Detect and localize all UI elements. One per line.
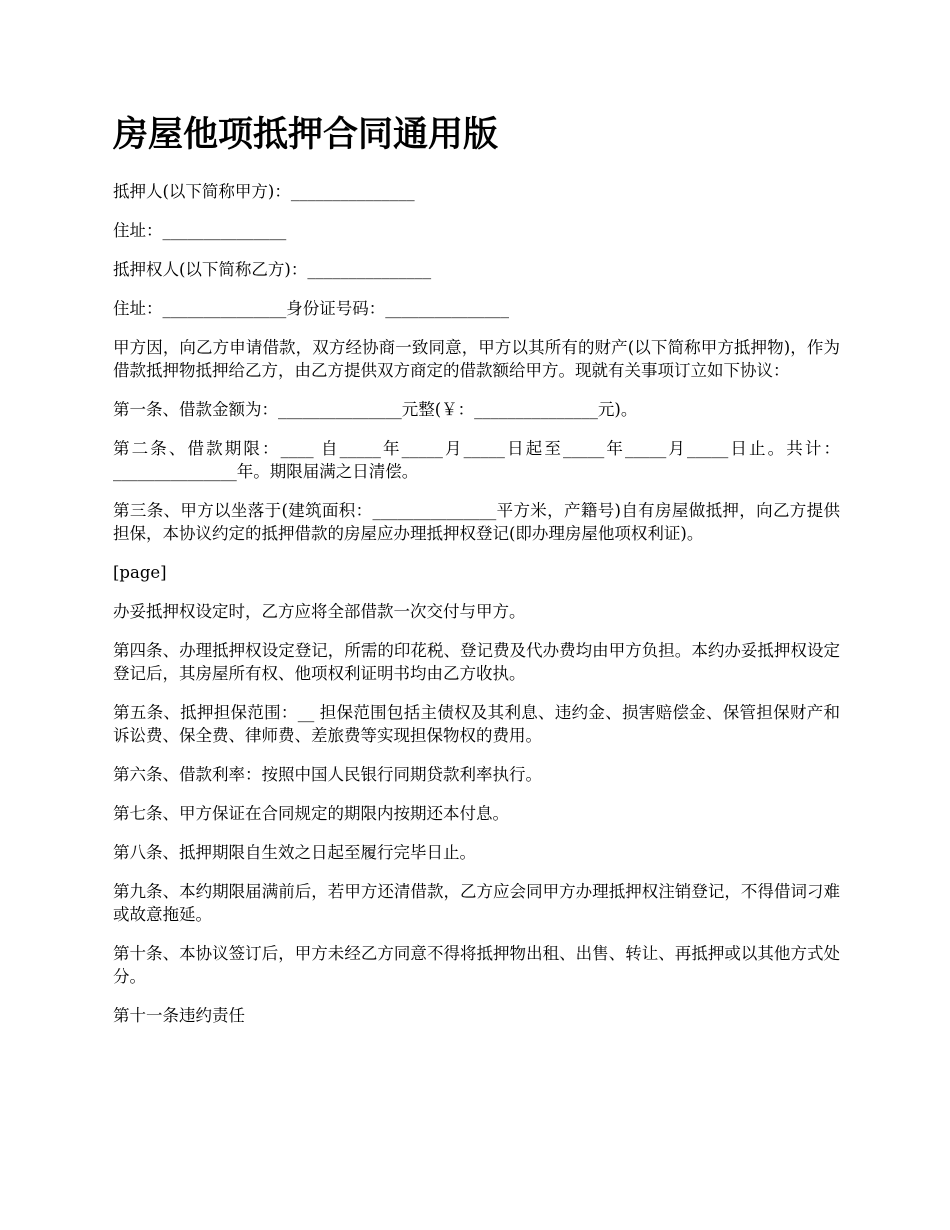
article-11-heading: 第十一条违约责任 (113, 1006, 245, 1025)
document-page (113, 110, 840, 1043)
page-marker: [page] (113, 563, 167, 582)
mortgagee-address-id-line: 住址：_______________身份证号码：_______________ (113, 299, 509, 318)
article-9-deregistration: 第九条、本约期限届满前后，若甲方还清借款，乙方应会同甲方办理抵押权注销登记，不得借词刁难或故意拖延。 (113, 882, 840, 924)
document-title: 房屋他项抵押合同通用版 (113, 115, 499, 155)
article-2-loan-term: 第二条、借款期限：____ 自_____年_____月_____日起至_____年_____月_____日止。共计：_______________年。期限届满之日清偿。 (113, 439, 840, 481)
article-6-interest-rate: 第六条、借款利率：按照中国人民银行同期贷款利率执行。 (113, 765, 542, 784)
article-10-disposal-restriction: 第十条、本协议签订后，甲方未经乙方同意不得将抵押物出租、出售、转让、再抵押或以其他方式处分。 (113, 944, 840, 986)
article-4-registration-fees: 第四条、办理抵押权设定登记，所需的印花税、登记费及代办费均由甲方负担。本约办妥抵押权设定登记后，其房屋所有权、他项权利证明书均由乙方收执。 (113, 641, 840, 683)
mortgagee-line: 抵押权人(以下简称乙方)：_______________ (113, 260, 432, 279)
loan-delivery-paragraph: 办妥抵押权设定时，乙方应将全部借款一次交付与甲方。 (113, 602, 526, 621)
preamble-paragraph: 甲方因，向乙方申请借款，双方经协商一致同意，甲方以其所有的财产(以下简称甲方抵押物)，作为借款抵押物抵押给乙方，由乙方提供双方商定的借款额给甲方。现就有关事项订立如下协议： (113, 338, 840, 380)
article-7-repayment: 第七条、甲方保证在合同规定的期限内按期还本付息。 (113, 804, 509, 823)
article-1-loan-amount: 第一条、借款金额为：_______________元整(￥：_______________元)。 (113, 400, 638, 419)
mortgagor-line: 抵押人(以下简称甲方)：_______________ (113, 182, 415, 201)
article-8-mortgage-period: 第八条、抵押期限自生效之日起至履行完毕日止。 (113, 843, 476, 862)
mortgagor-address-line: 住址：_______________ (113, 221, 287, 240)
article-3-collateral: 第三条、甲方以坐落于(建筑面积：_______________平方米，产籍号)自有房屋做抵押，向乙方提供担保，本协议约定的抵押借款的房屋应办理抵押权登记(即办理房屋他项权利证)。 (113, 501, 840, 543)
article-5-guarantee-scope: 第五条、抵押担保范围：__ 担保范围包括主债权及其利息、违约金、损害赔偿金、保管担保财产和诉讼费、保全费、律师费、差旅费等实现担保物权的费用。 (113, 703, 840, 745)
